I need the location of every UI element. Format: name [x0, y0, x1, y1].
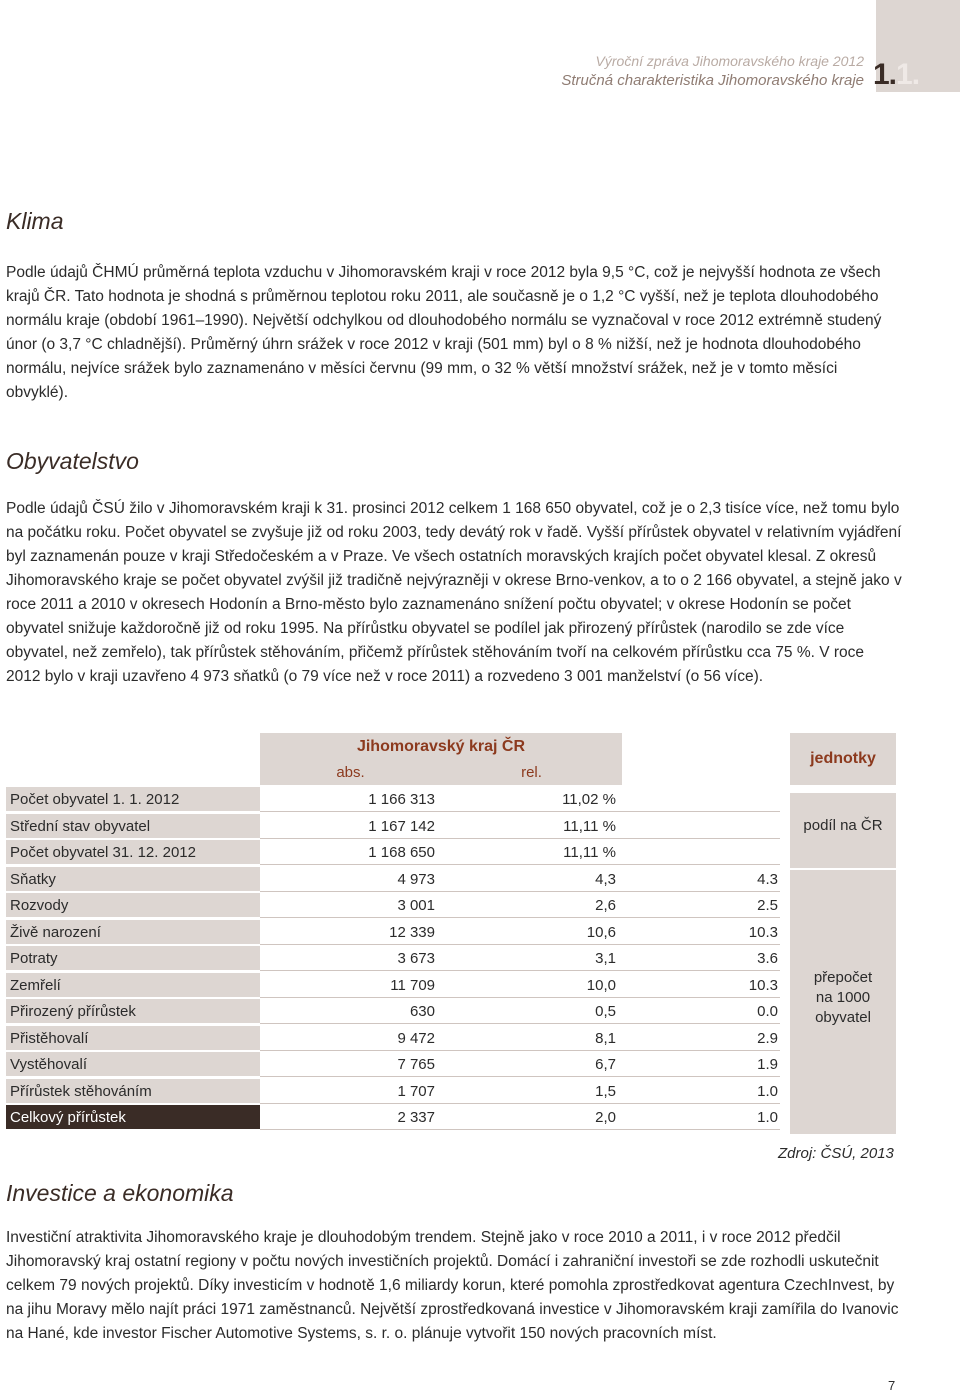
row-cr-value: 0.0	[757, 1003, 778, 1020]
row-cr-value: 1.9	[757, 1056, 778, 1073]
row-divider	[260, 1129, 780, 1130]
row-divider	[260, 997, 780, 998]
row-rel-value: 11,11 %	[563, 817, 616, 835]
row-abs-value: 3 673	[397, 950, 435, 967]
row-cr-value: 2.9	[757, 1029, 778, 1047]
table-row	[6, 787, 780, 812]
row-label: Živě narození	[6, 920, 260, 944]
table-row	[6, 1079, 780, 1104]
unit-per1000-line3: obyvatel	[815, 1009, 871, 1026]
row-rel-value: 4,3	[595, 870, 616, 888]
row-abs-value: 3 001	[397, 897, 435, 914]
units-header-cell	[790, 733, 896, 785]
page-number: 7	[888, 1378, 896, 1393]
row-divider	[260, 944, 780, 945]
unit-separator	[790, 868, 896, 870]
row-rel-value: 11,02 %	[562, 791, 616, 808]
table-region-header: Jihomoravský kraj ČR	[356, 738, 526, 755]
row-abs-value: 1 167 142	[368, 817, 435, 835]
row-rel-value: 10,6	[586, 923, 616, 941]
row-label: Sňatky	[6, 867, 260, 891]
table-rel-header: rel.	[521, 764, 542, 781]
row-cr-value: 2.5	[757, 897, 778, 914]
row-label: Potraty	[6, 946, 260, 970]
row-rel-value: 8,1	[595, 1029, 616, 1047]
row-rel-value: 6,7	[595, 1056, 616, 1073]
row-abs-value: 11 709	[390, 976, 435, 994]
row-divider	[260, 864, 780, 865]
row-label: Počet obyvatel 1. 1. 2012	[6, 787, 260, 811]
row-rel-value: 11,11 %	[563, 844, 616, 861]
row-abs-value: 7 765	[397, 1056, 435, 1073]
row-cr-value: 3.6	[757, 950, 778, 967]
row-label: Přirozený přírůstek	[6, 999, 260, 1023]
running-header	[561, 52, 864, 90]
table-row	[6, 1052, 780, 1077]
table-row	[6, 973, 780, 998]
units-header: jednotky	[810, 750, 876, 767]
heading-obyvatelstvo: Obyvatelstvo	[6, 448, 139, 474]
row-rel-value: 10,0	[586, 976, 616, 994]
unit-share-cell	[790, 793, 896, 868]
row-abs-value: 12 339	[389, 923, 435, 941]
paragraph-klima: Podle údajů ČHMÚ průměrná teplota vzduchu v Jihomoravském kraji v roce 2012 byla 9,5 °C, což je nejvyšší hodnota ze všech krajů ČR. Tato hodnota je shodná s průměrnou teplotou roku 2011, ale současně je o 1,2 °C vyšší, než je teplota dlouhodobého normálu kraje (období 1961–1990). Největší odchylkou od dlouhodobého normálu se vyznačoval v roce 2012 extrémně studený únor (o 3,7 °C chladnější). Průměrný úhrn srážek v roce 2012 v kraji (501 mm) byl o 8 % nižší, než je hodnota dlouhodobého normálu, nejvíce srážek bylo zaznamenáno v měsíci červnu (99 mm, o 32 % větší množství srážek, než je v tomto měsíci obvyklé).	[6, 264, 882, 401]
heading-investice: Investice a ekonomika	[6, 1180, 234, 1206]
row-rel-value: 1,5	[595, 1082, 616, 1100]
row-divider	[260, 1050, 780, 1051]
unit-per1000-cell	[790, 868, 896, 1134]
table-row	[6, 1026, 780, 1051]
table-row	[6, 867, 780, 892]
row-divider	[260, 891, 780, 892]
row-divider	[260, 811, 780, 812]
row-label: Zemřelí	[6, 973, 260, 997]
row-divider	[260, 917, 780, 918]
unit-per1000-line2: na 1000	[815, 989, 871, 1006]
table-row	[6, 999, 780, 1024]
chapter-number-ghost: 1.	[896, 58, 920, 91]
row-divider	[260, 838, 780, 839]
table-row	[6, 840, 780, 865]
row-abs-value: 1 166 313	[368, 791, 435, 808]
row-rel-value: 0,5	[595, 1003, 616, 1020]
chapter-number	[873, 58, 919, 92]
row-label: Rozvody	[6, 893, 260, 917]
table-source: Zdroj: ČSÚ, 2013	[778, 1145, 894, 1162]
table-row	[6, 814, 780, 839]
row-label: Celkový přírůstek	[6, 1105, 260, 1129]
row-label: Střední stav obyvatel	[6, 814, 260, 838]
row-divider	[260, 970, 780, 971]
row-label: Přírůstek stěhováním	[6, 1079, 260, 1103]
row-cr-value: 10.3	[748, 976, 778, 994]
unit-per1000	[790, 868, 896, 1028]
table-row	[6, 1105, 780, 1130]
row-cr-value: 1.0	[757, 1082, 778, 1100]
row-label: Vystěhovalí	[6, 1052, 260, 1076]
row-cr-value: 4.3	[757, 870, 778, 888]
row-divider	[260, 1076, 780, 1077]
paragraph-obyvatelstvo: Podle údajů ČSÚ žilo v Jihomoravském kraji k 31. prosinci 2012 celkem 1 168 650 obyvatel, což je o 2,3 tisíce více, než tomu bylo na počátku roku. Počet obyvatel se zvyšuje již od roku 2003, tedy devátý rok v řadě. Vyšší přírůstek obyvatel v relativním vyjádření byl zaznamenán pouze v kraji Středočeském a v Praze. Ve všech ostatních moravských krajích počet obyvatel klesal. Z okresů Jihomoravského kraje se počet obyvatel zvýšil již tradičně nejvýrazněji v okrese Brno-venkov, a to o 2 166 obyvatel, a stejně jako v roce 2011 a 2010 v okresech Hodonín a Brno-město bylo zaznamenáno snížení počtu obyvatel; v okrese Hodonín se počet obyvatel snižuje každoročně již od roku 1995. Na přírůstku obyvatel se podílel jak přirozený přírůstek (narodilo se zde více obyvatel, než zemřelo), tak přírůstek stěhováním, přičemž přírůstek stěhováním tvoří na celkovém přírůstku cca 75 %. V roce 2012 bylo v kraji uzavřeno 4 973 sňatků (o 79 více než v roce 2011) a rozvedeno 3 001 manželství (o 56 více).	[6, 500, 902, 685]
row-abs-value: 1 707	[397, 1082, 435, 1100]
row-divider	[260, 1103, 780, 1104]
row-abs-value: 630	[409, 1003, 435, 1020]
unit-per1000-line1: přepočet	[813, 969, 873, 986]
table-row	[6, 920, 780, 945]
row-label: Přistěhovalí	[6, 1026, 260, 1050]
table-row	[6, 946, 780, 971]
row-cr-value: 1.0	[757, 1109, 778, 1126]
row-abs-value: 4 973	[397, 870, 435, 888]
row-rel-value: 2,0	[595, 1109, 616, 1126]
row-rel-value: 2,6	[595, 897, 616, 914]
row-abs-value: 9 472	[397, 1029, 435, 1047]
row-label: Počet obyvatel 31. 12. 2012	[6, 840, 260, 864]
row-divider	[260, 1023, 780, 1024]
running-header-line1: Výroční zpráva Jihomoravského kraje 2012	[595, 53, 864, 69]
running-header-line2: Stručná charakteristika Jihomoravského kraje	[561, 72, 864, 89]
row-rel-value: 3,1	[595, 950, 616, 967]
paragraph-investice: Investiční atraktivita Jihomoravského kraje je dlouhodobým trendem. Stejně jako v roce 2010 a 2011, i v roce 2012 předčil Jihomoravský kraj ostatní regiony v počtu nových investičních projektů. Domácí i zahraniční investoři se zde rozhodli uskutečnit celkem 79 nových projektů. Díky investicím v hodnotě 1,6 miliardy korun, které pomohla zprostředkovat agentura CzechInvest, by na jihu Moravy mělo najít práci 1971 zaměstnanců. Největší zprostředkovaná investice v Jihomoravském kraji zamířila do Ivanovic na Hané, kde investor Fischer Automotive Systems, s. r. o. plánuje vytvořit 150 nových pracovních míst.	[6, 1229, 899, 1342]
row-abs-value: 1 168 650	[368, 844, 435, 861]
table-abs-header: abs.	[336, 764, 365, 781]
heading-klima: Klima	[6, 208, 64, 234]
row-cr-value: 10.3	[748, 923, 778, 941]
row-abs-value: 2 337	[397, 1109, 435, 1126]
table-row	[6, 893, 780, 918]
chapter-number-main: 1.	[873, 58, 897, 91]
unit-share: podíl na ČR	[803, 817, 883, 834]
